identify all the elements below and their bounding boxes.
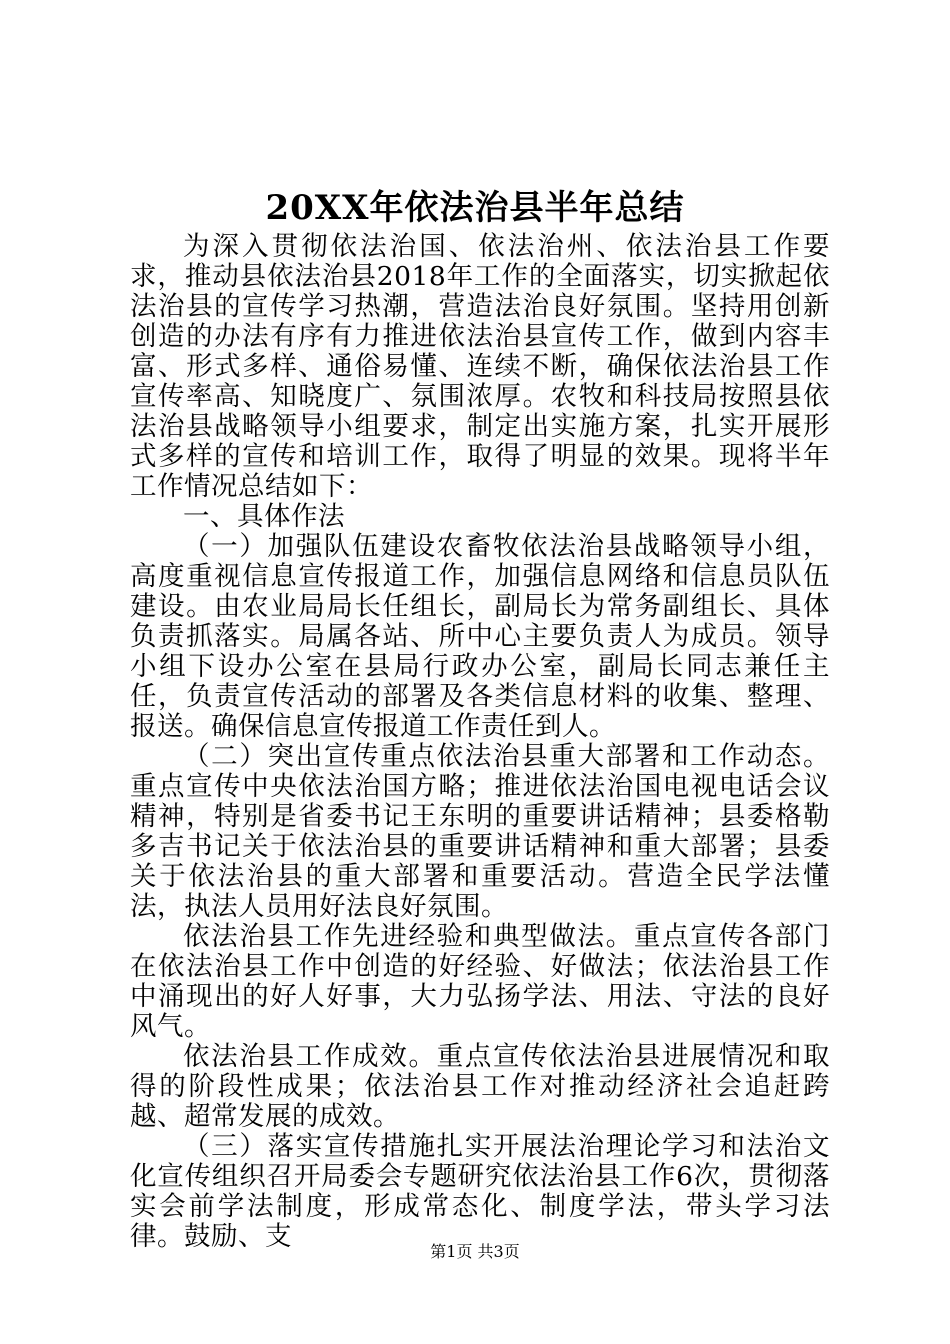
paragraph-intro: 为深入贯彻依法治国、依法治州、依法治县工作要求，推动县依法治县2018年工作的全面落实，切实掀起依法治县的宣传学习热潮，营造法治良好氛围。坚持用创新创造的办法有序有力推进依法治县宣传工作，做到内容丰富、形式多样、通俗易懂、连续不断，确保依法治县工作宣传率高、知晓度广、氛围浓厚。农牧和科技局按照县依法治县战略领导小组要求，制定出实施方案，扎实开展形式多样的宣传和培训工作，取得了明显的效果。现将半年工作情况总结如下： [130, 231, 830, 502]
paragraph-2: （二）突出宣传重点依法治县重大部署和工作动态。重点宣传中央依法治国方略；推进依法治国电视电话会议精神，特别是省委书记王东明的重要讲话精神；县委格勒多吉书记关于依法治县的重要讲话精神和重大部署；县委关于依法治县的重大部署和重要活动。营造全民学法懂法，执法人员用好法良好氛围。 [130, 741, 830, 922]
paragraph-experience: 依法治县工作先进经验和典型做法。重点宣传各部门在依法治县工作中创造的好经验、好做法；依法治县工作中涌现出的好人好事，大力弘扬学法、用法、守法的良好风气。 [130, 921, 830, 1042]
document-title: 20XX年依法治县半年总结 [265, 188, 685, 228]
paragraph-results: 依法治县工作成效。重点宣传依法治县进展情况和取得的阶段性成果；依法治县工作对推动经济社会追赶跨越、超常发展的成效。 [130, 1041, 830, 1132]
document-body [130, 232, 830, 1252]
paragraph-1: （一）加强队伍建设农畜牧依法治县战略领导小组，高度重视信息宣传报道工作，加强信息网络和信息员队伍建设。由农业局局长任组长，副局长为常务副组长、具体负责抓落实。局属各站、所中心主要负责人为成员。领导小组下设办公室在县局行政办公室，副局长同志兼任主任，负责宣传活动的部署及各类信息材料的收集、整理、报送。确保信息宣传报道工作责任到人。 [130, 531, 830, 742]
section-heading: 一、具体作法 [183, 501, 345, 532]
page-number-footer: 第1页 共3页 [430, 1242, 520, 1261]
paragraph-3: （三）落实宣传措施扎实开展法治理论学习和法治文化宣传组织召开局委会专题研究依法治县工作6次，贯彻落实会前学法制度，形成常态化、制度学法，带头学习法律。鼓励、支 [130, 1131, 830, 1252]
